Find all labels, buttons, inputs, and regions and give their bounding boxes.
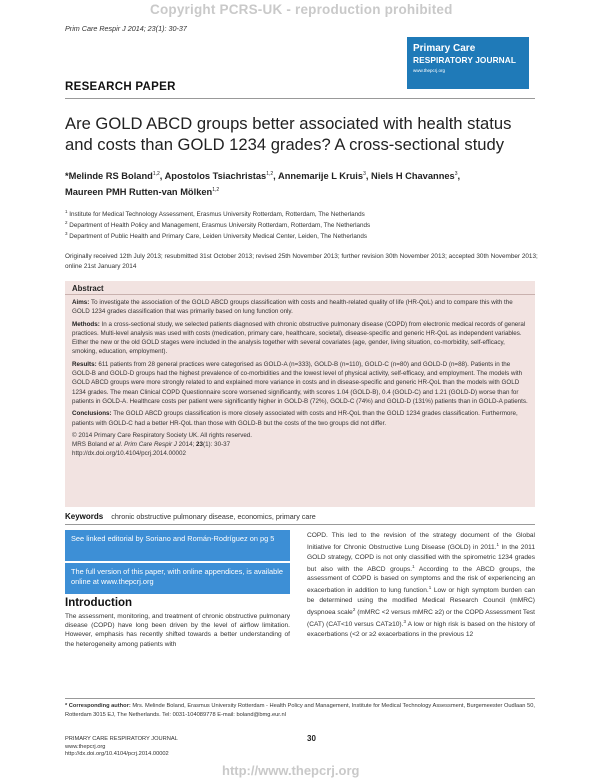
author: *Melinde RS Boland	[65, 171, 153, 182]
affiliation	[65, 220, 370, 229]
footnote-divider	[65, 698, 535, 699]
footer-journal: PRIMARY CARE RESPIRATORY JOURNAL	[65, 736, 178, 742]
footer-doi[interactable]: http://dx.doi.org/10.4104/pcrj.2014.00002	[65, 751, 169, 758]
results-text: 611 patients from 28 general practices were categorised as GOLD-A (n=333), GOLD-B (n=110), GOLD-C (n=80) and GOLD-D (n=88). Patients in the GOLD-B and GOLD-D groups had the highest prevalence of co-morbidities and the lowest level of physical activity, self-efficacy, and employment. The models with GOLD ABCD groups were more strongly related to and explained more variance in costs and in disease-specific and generic HR-QoL than the models with GOLD 1234 grades. The mean Clinical COPD Questionnaire score worsened significantly, with scores 1.04 (GOLD-B), 0.4 (GOLD-C) and 1.21 (GOLD-D) worse than for patients in GOLD-A. Healthcare costs per patient were significantly higher in GOLD-B (72%), GOLD-C (74%) and GOLD-D (131%) patients than in GOLD-A patients.	[72, 360, 528, 405]
abstract-results	[72, 360, 530, 406]
corresponding-author	[65, 702, 535, 719]
cite-year: 2014;	[176, 441, 197, 449]
affiliation-text: Department of Health Policy and Management, Erasmus University Rotterdam, Rotterdam, The Netherlands	[69, 222, 371, 230]
intro-text: Low or high symptom burden can be determined using the modified Medical Research Council (mMRC) dyspnoea scale	[307, 587, 535, 617]
affiliation-number: 2	[65, 220, 68, 225]
abstract-conclusions	[72, 409, 530, 428]
abstract-body	[72, 298, 530, 459]
aims-text: To investigate the association of the GOLD ABCD groups classification with costs and health-related quality of life (HR-QoL) and to compare this with the GOLD 1234 grades classification that was primarily based on lung function only.	[72, 299, 513, 316]
methods-text: In a cross-sectional study, we selected patients diagnosed with chronic obstructive pulmonary disease (COPD) from electronic medical records of general practices. Multi-level analysis was used with costs (medication, primary care, healthcare, societal), disease-specific and generic HR-QoL as independent variables. Either the new or the old GOLD stages were included in the analysis together with several covariates (age, gender, living situation, co-morbidity, self-efficacy, smoking, education, employment).	[72, 320, 526, 356]
copyright-watermark: Copyright PCRS-UK - reproduction prohibited	[150, 2, 453, 17]
keywords-divider	[65, 524, 535, 525]
corresponding-text: Mrs. Melinde Boland, Erasmus University Rotterdam - Health Policy and Management, Institute for Medical Technology Assessment, Burgemeester Oudlaan 50, Rotterdam 3015 EJ, The Netherlands. Tel: 0031-104089778 E-mail: boland@bmg.eur.nl	[65, 703, 535, 718]
section-divider	[65, 98, 535, 99]
affiliation	[65, 231, 367, 240]
conclusions-label: Conclusions:	[72, 410, 112, 418]
reference-mark[interactable]: 2	[352, 606, 356, 612]
page-footer	[65, 736, 178, 759]
intro-text: A low or high risk is based on the history of exacerbations (<2 or ≥2 exacerbations in the previous 12	[307, 621, 535, 638]
reference-mark[interactable]: 1	[428, 585, 432, 591]
intro-text: In the 2011 GOLD strategy, COPD is not only classified with the spirometric 1234 grades but also with the ABCD groups.	[307, 544, 535, 573]
author-list	[65, 168, 540, 199]
affiliation-number: 1	[65, 209, 68, 214]
abstract-methods	[72, 320, 530, 357]
cite-etal: et al.	[108, 441, 123, 449]
author: Apostolos Tsiachristas	[164, 171, 267, 182]
author-separator: ,	[273, 171, 278, 182]
author: Annemarije L Kruis	[277, 171, 364, 182]
aims-label: Aims:	[72, 299, 90, 306]
author: Niels H Chavannes	[371, 171, 455, 182]
citation-header: Prim Care Respir J 2014; 23(1): 30-37	[65, 24, 187, 33]
cite-authors: MRS Boland	[72, 441, 109, 449]
corresponding-label: * Corresponding author:	[65, 703, 131, 709]
abstract-heading: Abstract	[72, 284, 104, 293]
cite-journal: Prim Care Respir J	[122, 441, 177, 449]
keywords-text: chronic obstructive pulmonary disease, economics, primary care	[111, 512, 316, 521]
author-affiliation-ref: 1,2	[152, 171, 160, 177]
author-affiliation-ref: 3	[363, 171, 366, 177]
journal-logo	[407, 37, 529, 89]
intro-text: According to the ABCD groups, the assessment of COPD is based on symptoms and the risk of experiencing an exacerbation in addition to lung function.	[307, 565, 535, 595]
abstract-divider	[65, 294, 535, 295]
full-version-box[interactable]: The full version of this paper, with online appendices, is available online at www.thepcrj.org	[65, 563, 290, 594]
abstract-doi[interactable]: http://dx.doi.org/10.4104/pcrj.2014.00002	[72, 450, 186, 458]
affiliation-number: 3	[65, 231, 68, 236]
affiliation-text: Department of Public Health and Primary Care, Leiden University Medical Center, Leiden, The Netherlands	[69, 233, 368, 241]
author-affiliation-ref: 1,2	[266, 171, 274, 177]
submission-dates: Originally received 12th July 2013; resubmitted 31st October 2013; revised 25th November 2013; further revision 30th November 2013; accepted 30th November 2013; online 21st January 2014	[65, 253, 538, 270]
introduction-heading: Introduction	[65, 597, 133, 609]
affiliation-text: Institute for Medical Technology Assessment, Erasmus University Rotterdam, Rotterdam, The Netherlands	[69, 211, 365, 219]
keywords-label: Keywords	[65, 512, 104, 521]
author-separator: ,	[457, 171, 461, 182]
results-label: Results:	[72, 360, 97, 368]
reference-mark[interactable]: 3	[403, 619, 406, 625]
logo-line-1: Primary Care	[413, 43, 476, 54]
url-watermark: http://www.thepcrj.org	[222, 763, 360, 778]
abstract-citation	[72, 440, 530, 449]
intro-text: (mMRC <2 versus mMRC ≥2) or the COPD Assessment Test (CAT) (CAT<10 versus CAT≥10).	[307, 609, 535, 629]
introduction-right-column	[307, 531, 535, 639]
linked-editorial-box[interactable]: See linked editorial by Soriano and Román-Rodríguez on pg 5	[65, 530, 290, 561]
intro-text: COPD. This led to the revision of the strategy document of the Global Initiative for Chronic Obstructive Lung Disease (GOLD) in 2011.	[307, 532, 535, 552]
keywords	[65, 512, 316, 521]
logo-line-2: RESPIRATORY JOURNAL	[413, 55, 517, 65]
reference-mark[interactable]: 1	[412, 563, 415, 569]
author-separator: ,	[159, 171, 165, 182]
conclusions-text: The GOLD ABCD groups classification is more closely associated with costs and HR-QoL than the GOLD 1234 grades classification. Furthermore, patients with GOLD-C had a better HR-QoL than those with GOLD-B but the costs of the two groups did not differ.	[72, 410, 518, 427]
cite-volume: 23	[196, 441, 203, 449]
reference-mark[interactable]: 1	[496, 542, 500, 548]
author-affiliation-ref: 1,2	[212, 186, 220, 193]
logo-url: www.thepcrj.org	[413, 68, 446, 73]
abstract-box	[65, 281, 535, 507]
cite-pages: (1): 30-37	[203, 441, 231, 449]
introduction-left-column: The assessment, monitoring, and treatment of chronic obstructive pulmonary disease (COPD) have long been driven by the level of airflow limitation. However, emphasis has recently shifted towards a better understanding of the heterogeneity among patients with	[65, 613, 290, 648]
author-separator: ,	[365, 171, 372, 182]
footer-url[interactable]: www.thepcrj.org	[65, 743, 106, 750]
abstract-copyright: © 2014 Primary Care Respiratory Society UK. All rights reserved.	[72, 431, 253, 439]
author-affiliation-ref: 3	[454, 171, 458, 177]
methods-label: Methods:	[72, 320, 100, 328]
article-title: Are GOLD ABCD groups better associated with health status and costs than GOLD 1234 grades? A cross-sectional study	[65, 114, 512, 154]
author: Maureen PMH Rutten-van Mölken	[65, 186, 213, 197]
affiliation	[65, 209, 365, 218]
page-number: 30	[307, 734, 316, 743]
section-label: RESEARCH PAPER	[65, 81, 176, 93]
abstract-aims	[72, 298, 530, 317]
